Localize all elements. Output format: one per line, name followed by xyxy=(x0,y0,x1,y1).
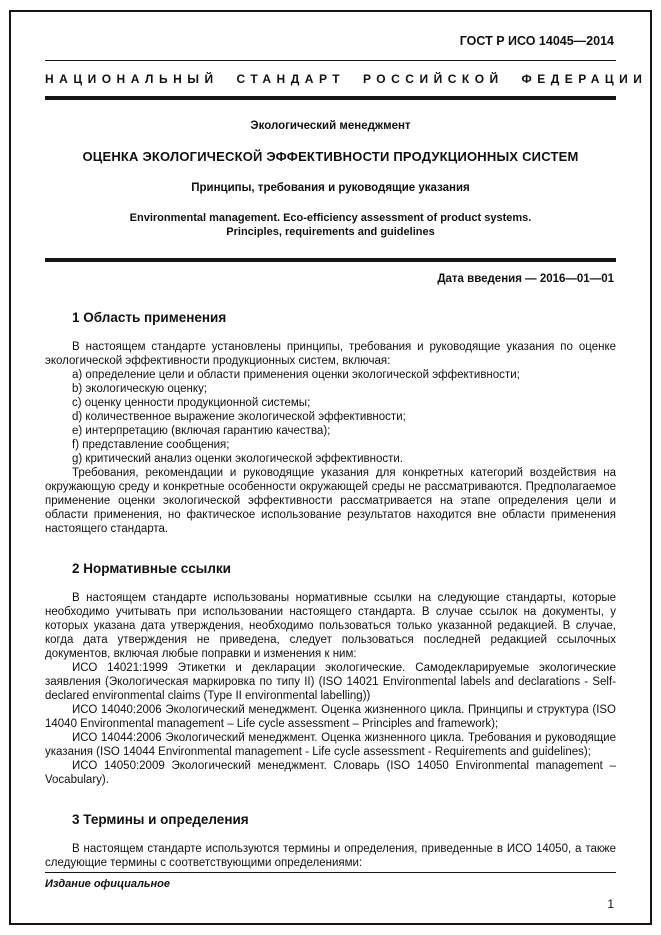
section-normative-references xyxy=(45,561,616,787)
page-number: 1 xyxy=(607,897,614,911)
page-frame xyxy=(9,10,652,925)
doc-title-en xyxy=(45,211,616,239)
paragraph: Требования, рекомендации и руководящие указания для конкретных категорий воздействия на окружающую среду и конкретные особенности окружающей среды не рассматриваются. Предполагаемое применение оценки экологической эффективности рассматривается на этапе определения цели и области применения, но фактическое использование результатов находится вне области применения настоящего стандарта. xyxy=(45,467,616,535)
list-item: f) представление сообщения; xyxy=(72,439,230,451)
section-terms xyxy=(45,812,616,870)
section-heading-references: 2 Нормативные ссылки xyxy=(72,561,231,576)
paragraph: В настоящем стандарте используются термины и определения, приведенные в ИСО 14050, а также следующие термины с соответствующими определениями: xyxy=(45,843,616,869)
paragraph: В настоящем стандарте использованы нормативные ссылки на следующие стандарты, которые необходимо учитывать при использовании настоящего стандарта. В случае ссылок на документы, у которых указана дата утверждения, необходимо пользоваться только указанной редакцией. В случае, когда дата утверждения не приведена, следует пользоваться последней редакцией ссылочных документов, включая любые поправки и изменения к ним: xyxy=(45,592,616,660)
list-item: g) критический анализ оценки экологической эффективности. xyxy=(72,453,404,465)
official-edition-label: Издание официальное xyxy=(45,878,170,890)
doc-title-ru: ОЦЕНКА ЭКОЛОГИЧЕСКОЙ ЭФФЕКТИВНОСТИ ПРОДУКЦИОННЫХ СИСТЕМ xyxy=(82,149,579,164)
header-divider xyxy=(45,60,616,61)
list-item: b) экологическую оценку; xyxy=(72,383,208,395)
national-standard-banner: НАЦИОНАЛЬНЫЙ СТАНДАРТ РОССИЙСКОЙ ФЕДЕРАЦИИ xyxy=(45,72,648,86)
section-heading-terms: 3 Термины и определения xyxy=(72,812,249,827)
title-bottom-rule xyxy=(45,258,616,262)
list-item: c) оценку ценности продукционной системы; xyxy=(72,397,311,409)
doc-title-en-line1: Environmental management. Eco-efficiency assessment of product systems. xyxy=(129,212,532,224)
introduction-date: Дата введения — 2016—01—01 xyxy=(437,273,614,285)
title-block xyxy=(45,120,616,239)
footer-divider xyxy=(45,872,616,873)
doc-subject: Экологический менеджмент xyxy=(250,120,411,132)
paragraph: В настоящем стандарте установлены принципы, требования и руководящие указания по оценке экологической эффективности продукционных систем, включая: xyxy=(45,341,616,367)
section-scope xyxy=(45,310,616,536)
doc-subtitle-ru: Принципы, требования и руководящие указания xyxy=(191,182,470,194)
title-top-rule xyxy=(45,96,616,100)
reference-item: ИСО 14021:1999 Этикетки и декларации экологические. Самодекларируемые экологические заявления (Экологическая маркировка по типу II) (ISO 14021 Environmental labels and declarations - Self-declared environmental claims (Type II environmental labelling)) xyxy=(45,662,616,702)
scope-list xyxy=(45,368,616,466)
page-footer xyxy=(45,872,616,911)
doc-code: ГОСТ Р ИСО 14045—2014 xyxy=(459,34,614,48)
references-list xyxy=(45,661,616,787)
doc-title-en-line2: Principles, requirements and guidelines xyxy=(226,226,435,238)
reference-item: ИСО 14050:2009 Экологический менеджмент. Словарь (ISO 14050 Environmental management – Vocabulary). xyxy=(45,760,616,786)
list-item: a) определение цели и области применения оценки экологической эффективности; xyxy=(72,369,520,381)
reference-item: ИСО 14044:2006 Экологический менеджмент. Оценка жизненного цикла. Требования и руководящие указания (ISO 14044 Environmental management - Life cycle assessment - Requirements and guidelines); xyxy=(45,732,616,758)
list-item: e) интерпретацию (включая гарантию качества); xyxy=(72,425,331,437)
list-item: d) количественное выражение экологической эффективности; xyxy=(72,411,406,423)
section-heading-scope: 1 Область применения xyxy=(72,310,227,325)
reference-item: ИСО 14040:2006 Экологический менеджмент. Оценка жизненного цикла. Принципы и структура (ISO 14040 Environmental management – Life cycle assessment – Principles and framework); xyxy=(45,704,616,730)
